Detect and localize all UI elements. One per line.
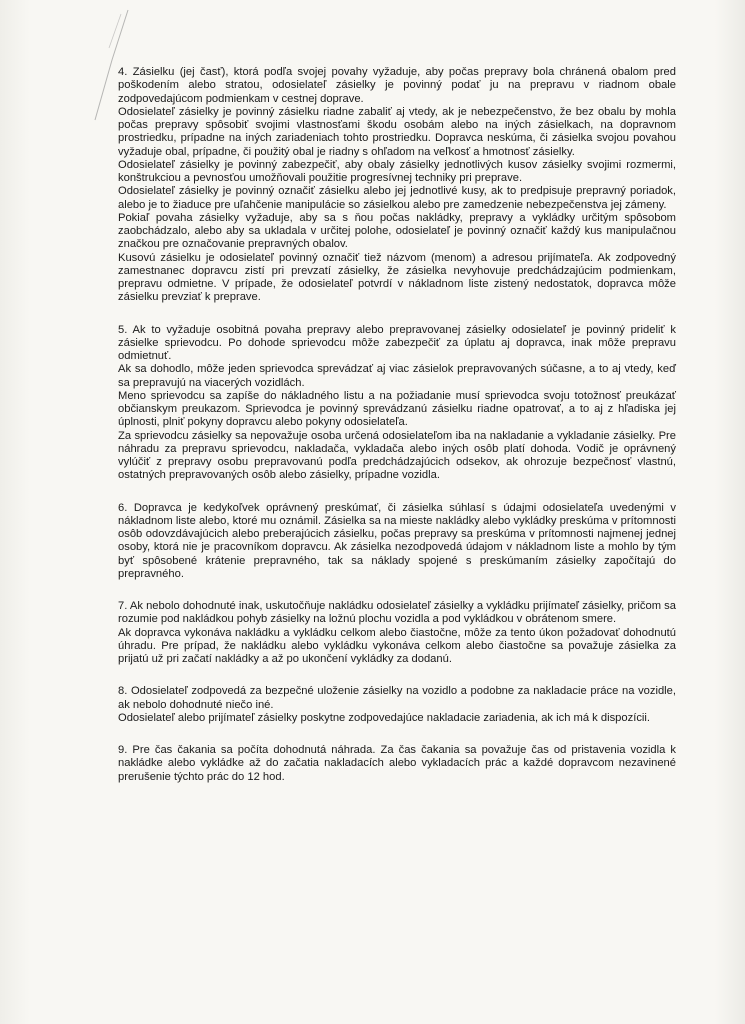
paragraph: 8. Odosielateľ zodpovedá za bezpečné uloženie zásielky na vozidlo a podobne za nakladacie práce na vozidle, ak nebolo dohodnuté niečo iné. [118, 685, 676, 711]
paragraph: Meno sprievodcu sa zapíše do nákladného listu a na požiadanie musí sprievodca svoju totožnosť preukázať občianskym preukazom. Sprievodca je povinný sprevádzanú zásielku riadne opatrovať, a to aj z hľadiska jej úplnosti, plniť pokyny dopravcu alebo pokyny odosielateľa. [118, 389, 676, 429]
paragraph: Odosielateľ zásielky je povinný zabezpečiť, aby obaly zásielky jednotlivých kusov zásielky svojimi rozmermi, konštrukciou a pevnosťou umožňovali použitie progresívnej techniky pri preprave. [118, 158, 676, 184]
paragraph: 5. Ak to vyžaduje osobitná povaha prepravy alebo prepravovanej zásielky odosielateľ je povinný prideliť k zásielke sprievodcu. Po dohode sprievodcu môže zabezpečiť za úplatu aj dopravca, inak môže prepravu odmietnuť. [118, 323, 676, 362]
document-body [118, 66, 676, 784]
section-7 [118, 600, 676, 666]
section-8 [118, 685, 676, 725]
paragraph: 6. Dopravca je kedykoľvek oprávnený preskúmať, či zásielka súhlasí s údajmi odosielateľa uvedenými v nákladnom liste alebo, ktoré mu oznámil. Zásielka sa na mieste nakládky alebo vykládky preskúma v prítomnosti osôb odovzdávajúcich alebo preberajúcich zásielku, počas prepravy sa preskúma v prítomnosti najmenej jednej osoby, ktorá nie je pracovníkom dopravcu. Ak zásielka nezodpovedá údajom v nákladnom liste a mohlo by tým byť spôsobené krátenie prepravného, tak sa náklady spojené s preskúmaním zásielky započítajú do prepravného. [118, 501, 676, 580]
paragraph: Odosielateľ zásielky je povinný označiť zásielku alebo jej jednotlivé kusy, ak to predpisuje prepravný poriadok, alebo je to žiaduce pre uľahčenie manipulácie so zásielkou alebo pre zamedzenie nebezpečenstva jej zámeny. [118, 185, 676, 211]
section-4 [118, 66, 676, 305]
paragraph: Ak sa dohodlo, môže jeden sprievodca sprevádzať aj viac zásielok prepravovaných súčasne, a to aj vtedy, keď sa prepravujú na viacerých vozidlách. [118, 363, 676, 389]
paragraph: Pokiaľ povaha zásielky vyžaduje, aby sa s ňou počas nakládky, prepravy a vykládky určitým spôsobom zaobchádzalo, alebo aby sa ukladala v určitej polohe, odosielateľ je povinný označiť každý kus manipulačnou značkou pre označovanie prepravných obalov. [118, 211, 676, 251]
paragraph: 4. Zásielku (jej časť), ktorá podľa svojej povahy vyžaduje, aby počas prepravy bola chránená obalom pred poškodením alebo stratou, odosielateľ zásielky je povinný podať ju na prepravu v riadnom obale zodpovedajúcom podmienkam v cestnej doprave. [118, 66, 676, 105]
spacer [118, 305, 676, 324]
section-5 [118, 324, 676, 483]
section-6 [118, 502, 676, 582]
paragraph: 9. Pre čas čakania sa počíta dohodnutá náhrada. Za čas čakania sa považuje čas od pristavenia vozidla k nakládke alebo vykládke až do začatia nakladacích alebo vykladacích prác a každé dopravcom nezavinené prerušenie týchto prác do 12 hod. [118, 744, 676, 783]
section-9 [118, 744, 676, 784]
spacer [118, 483, 676, 502]
spacer [118, 725, 676, 744]
paragraph: 7. Ak nebolo dohodnuté inak, uskutočňuje nakládku odosielateľ zásielky a vykládku prijímateľ zásielky, pričom sa rozumie pod nakládkou pohyb zásielky na ložnú plochu vozidla a pod vykládkou v obrátenom smere. [118, 600, 676, 626]
spacer [118, 581, 676, 600]
paragraph: Odosielateľ zásielky je povinný zásielku riadne zabaliť aj vtedy, ak je nebezpečenstvo, že bez obalu by mohla počas prepravy spôsobiť svojimi vlastnosťami škodu osobám alebo na iných zásielkach, na dopravnom prostriedku, prípadne na iných zariadeniach tohto prostriedku. Dopravca neskúma, či zásielka svojou povahou vyžaduje obal, prípadne, či použitý obal je riadny s ohľadom na veľkosť a hmotnosť zásielky. [118, 105, 676, 158]
paragraph: Kusovú zásielku je odosielateľ povinný označiť tiež názvom (menom) a adresou prijímateľa. Ak zodpovedný zamestnanec dopravcu zistí pri prevzatí zásielky, že zásielka nevyhovuje predchádzajúcim podmienkam, prepravu odmietne. V prípade, že odosielateľ potvrdí v nákladnom liste zistený nedostatok, dopravca môže zásielku prevziať k preprave. [118, 251, 676, 304]
paragraph: Odosielateľ alebo prijímateľ zásielky poskytne zodpovedajúce nakladacie zariadenia, ak ich má k dispozícii. [118, 711, 651, 724]
paragraph: Ak dopravca vykonáva nakládku a vykládku celkom alebo čiastočne, môže za tento úkon požadovať dohodnutú úhradu. Pre prípad, že nakládku alebo vykládku vykonáva celkom alebo čiastočne sa považuje zásielka za prijatú už pri začatí nakládky a až po ukončení vykládky za dodanú. [118, 626, 676, 665]
paragraph: Za sprievodcu zásielky sa nepovažuje osoba určená odosielateľom iba na nakladanie a vykladanie zásielky. Pre náhradu za prepravu sprievodcu, nakladača, vykladača alebo iných osôb platí dohoda. Vodič je oprávnený vylúčiť z prepravy osobu prepravovanú podľa predchádzajúcich odsekov, ak ohrozuje bezpečnosť vlastnú, ostatných prepravovaných osôb alebo zásielky, prípadne vozidla. [118, 429, 676, 482]
spacer [118, 666, 676, 685]
